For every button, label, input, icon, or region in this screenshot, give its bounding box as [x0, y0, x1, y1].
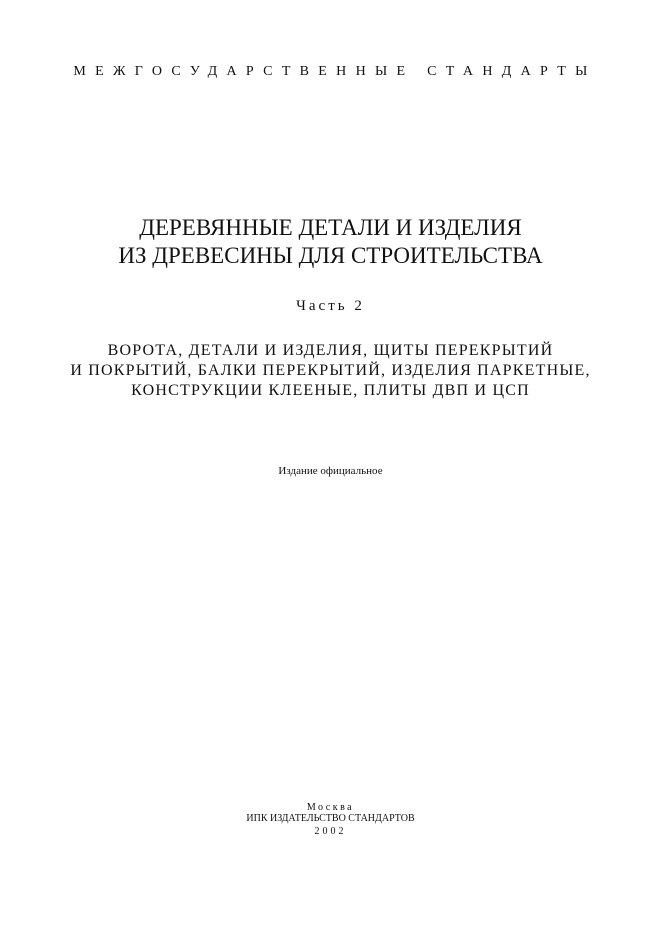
subtitle-line-2: И ПОКРЫТИЙ, БАЛКИ ПЕРЕКРЫТИЙ, ИЗДЕЛИЯ ПАРКЕТНЫЕ, [70, 362, 591, 379]
document-title [0, 214, 661, 270]
official-edition-label: Издание официальное [278, 465, 383, 477]
title-line-2: ИЗ ДРЕВЕСИНЫ ДЛЯ СТРОИТЕЛЬСТВА [118, 243, 543, 268]
subtitle-line-1: ВОРОТА, ДЕТАЛИ И ИЗДЕЛИЯ, ЩИТЫ ПЕРЕКРЫТИЙ [107, 342, 554, 359]
title-line-1: ДЕРЕВЯННЫЕ ДЕТАЛИ И ИЗДЕЛИЯ [139, 215, 522, 240]
imprint-publisher: ИПК ИЗДАТЕЛЬСТВО СТАНДАРТОВ [246, 813, 415, 824]
subtitle-line-3: КОНСТРУКЦИИ КЛЕЕНЫЕ, ПЛИТЫ ДВП И ЦСП [131, 382, 530, 399]
series-heading: МЕЖГОСУДАРСТВЕННЫЕ СТАНДАРТЫ [73, 64, 597, 79]
document-subtitle [0, 341, 661, 401]
part-label: Часть 2 [296, 298, 365, 314]
imprint-city: Москва [306, 802, 355, 813]
imprint-year: 2002 [314, 826, 347, 837]
